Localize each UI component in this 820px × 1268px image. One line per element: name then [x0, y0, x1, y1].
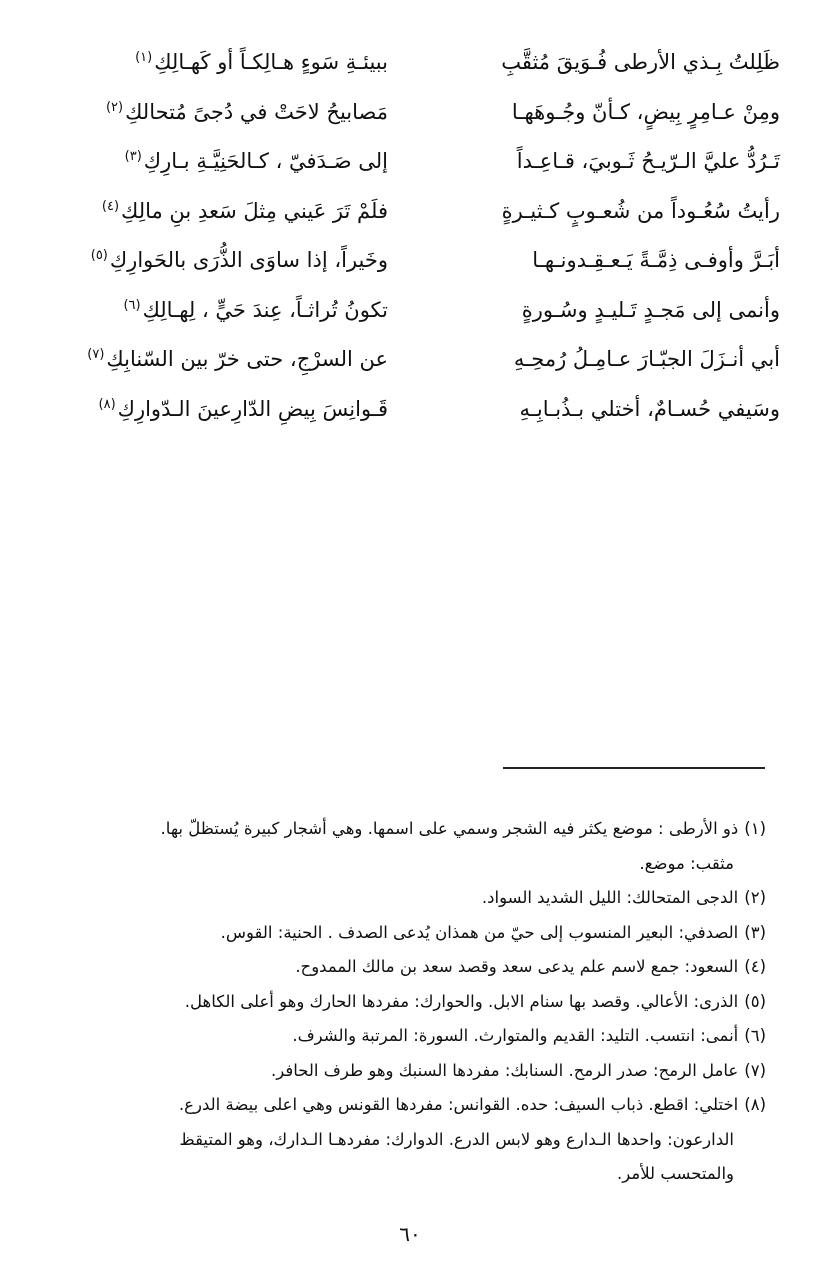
footnote-marker: (١) — [135, 50, 153, 65]
verse — [40, 38, 780, 88]
verse-second-hemistich — [42, 286, 388, 338]
poem — [40, 38, 780, 434]
verse — [40, 335, 780, 385]
footnote-text: الذرى: الأعالي. وقصد بها سنام الابل. والحوارك: مفردها الحارك وهو أعلى الكاهل. — [184, 991, 739, 1011]
footnote-continuation — [52, 1157, 766, 1192]
verse-first-hemistich: وأنمى إلى مَجـدٍ تَـليـدٍ وسُـورةٍ — [521, 297, 780, 322]
verse — [40, 88, 780, 138]
footnote-marker: (٥) — [90, 248, 108, 263]
footnote-text: أنمى: انتسب. التليد: القديم والمتوارث. السورة: المرتبة والشرف. — [292, 1026, 739, 1045]
verse-second-hemistich — [42, 88, 388, 140]
verse-second-hemistich — [42, 236, 388, 288]
footnote-marker: (٧) — [87, 347, 105, 362]
footnote-number: (٢) — [744, 888, 766, 907]
footnote-number: (٨) — [744, 1095, 766, 1114]
footnote-marker: (٢) — [105, 99, 124, 115]
verse-first-hemistich: تَـرُدُّ عليَّ الـرّيـحُ ثَـوبيَ، قـاعِـداً — [516, 149, 780, 173]
verse-second-text: عن السرْجِ، حتى خرّ بين السّنابِكِ — [106, 347, 388, 371]
footnote-number: (١) — [744, 819, 766, 838]
footnote-marker: (٤) — [101, 198, 120, 214]
verse-second-hemistich — [42, 385, 388, 437]
footnote-text: السعود: جمع لاسم علم يدعى سعد وقصد سعد بن مالك الممدوح. — [295, 957, 739, 976]
footnote — [52, 1054, 766, 1089]
verse-second-text: مَصابيحُ لاحَتْ في دُجىً مُتحالكِ — [125, 99, 388, 124]
footnote — [52, 1088, 766, 1123]
footnote — [52, 950, 766, 985]
footnote-number: (٥) — [744, 991, 766, 1011]
footnote-number: (٦) — [744, 1026, 766, 1045]
footnote-number: (٤) — [744, 957, 766, 976]
footnote-text: عامل الرمح: صدر الرمح. السنابك: مفردها السنبك وهو طرف الحافر. — [270, 1060, 739, 1080]
footnote — [52, 881, 766, 916]
verse-second-text: وخَيراً، إذا ساوَى الذُّرَى بالحَوارِكِ — [109, 248, 388, 272]
verse-first-hemistich: ظَلِلتُ بِـذي الأرطى فُـوَيقَ مُثقَّبِ — [501, 50, 780, 74]
page-number: ٦٠ — [399, 1222, 421, 1246]
verse — [40, 137, 780, 187]
footnote — [52, 985, 766, 1020]
footnote-text: مثقب: موضع. — [639, 853, 734, 873]
verse-first-hemistich: رأيتُ سُعُـوداً من شُعـوبٍ كـثيـرةٍ — [501, 198, 780, 223]
verse-second-text: إلى صَـدَفيّ ، كـالحَنِيَّـةِ بـارِكِ — [143, 149, 388, 173]
footnote-marker: (٦) — [123, 297, 141, 313]
footnote — [52, 916, 766, 951]
verse-second-text: ببيئـةِ سَوءٍ هـالِكـاً أو كَهـالِكِ — [154, 50, 388, 74]
footnote-continuation — [52, 1123, 766, 1158]
footnote-continuation — [52, 847, 766, 882]
footnote-text: والمتحسب للأمر. — [617, 1164, 734, 1183]
footnote-number: (٧) — [744, 1060, 766, 1080]
verse — [40, 286, 780, 336]
verse-first-hemistich: ومِنْ عـامِرٍ بِيضٍ، كـأنّ وجُـوهَهـا — [511, 99, 780, 124]
footnote-text: الدجى المتحالك: الليل الشديد السواد. — [481, 888, 739, 907]
verse-second-text: فلَمْ تَرَ عَيني مِثلَ سَعدِ بنِ مالِكِ — [121, 198, 388, 223]
footnote-text: الصدفي: البعير المنسوب إلى حيّ من همذان يُدعى الصدف . الحنية: القوس. — [220, 922, 739, 942]
verse-first-hemistich: أبَـرَّ وأوفـى ذِمَّـةً يَـعـقِـدونـهـا — [532, 248, 780, 272]
footnote-text: اختلي: اقطع. ذباب السيف: حده. القوانس: مفردها القونس وهي اعلى بيضة الدرع. — [178, 1095, 739, 1114]
footnote-separator — [503, 767, 765, 769]
footnotes — [52, 812, 766, 1192]
footnote-number: (٣) — [744, 922, 766, 942]
verse-second-hemistich — [42, 187, 388, 239]
footnote-text: ذو الأرطى : موضع يكثر فيه الشجر وسمي على اسمها. وهي أشجار كبيرة يُستظلّ بها. — [160, 819, 739, 838]
verse-second-text: تكونُ تُراثـاً، عِندَ حَيٍّ ، لِهـالِكِ — [142, 297, 388, 322]
footnote — [52, 1019, 766, 1054]
footnote-marker: (٨) — [98, 396, 116, 412]
footnote — [52, 812, 766, 847]
verse — [40, 236, 780, 286]
verse — [40, 385, 780, 435]
footnote-marker: (٣) — [124, 149, 142, 164]
footnote-text: الدارعون: واحدها الـدارع وهو لابس الدرع. الدوارك: مفردهـا الـدارك، وهو المتيقظ — [179, 1129, 734, 1149]
verse — [40, 187, 780, 237]
verse-second-hemistich — [42, 335, 388, 387]
verse-second-hemistich — [42, 38, 388, 90]
verse-first-hemistich: وسَيفي حُسـامٌ، أختلي بـذُبـابِـهِ — [519, 396, 780, 421]
verse-second-hemistich — [42, 137, 388, 189]
verse-second-text: قَـوانِسَ بِيضِ الدّارِعينَ الـدّوارِكِ — [117, 396, 388, 421]
verse-first-hemistich: أبي أنـزَلَ الجبّـارَ عـامِـلُ رُمحِـهِ — [513, 347, 780, 371]
